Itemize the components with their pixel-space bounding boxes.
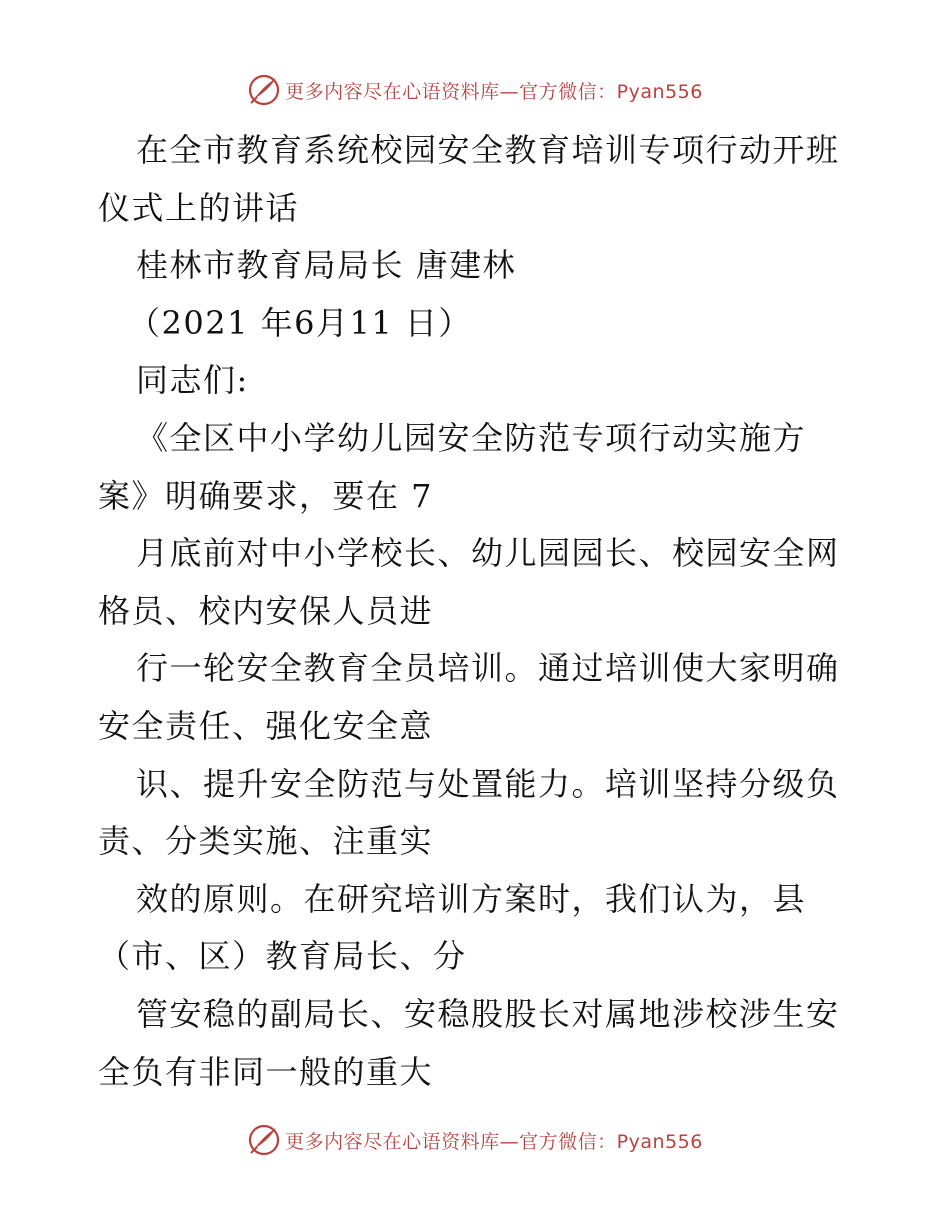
paragraph-line: （市、区）教育局长、分 <box>98 937 467 976</box>
paragraph-line: 效的原则。在研究培训方案时，我们认为，县 <box>136 879 807 918</box>
paragraph-line: 管安稳的副局长、安稳股股长对属地涉校涉生安 <box>136 994 840 1033</box>
quill-pen-circle-icon <box>247 1123 281 1157</box>
quill-pen-circle-icon <box>247 73 281 107</box>
paragraph-line: 行一轮安全教育全员培训。通过培训使大家明确 <box>136 649 840 688</box>
title-line-2: 仪式上的讲话 <box>98 188 300 227</box>
paragraph-line: 责、分类实施、注重实 <box>98 822 434 861</box>
speaker-line: 桂林市教育局局长 唐建林 <box>136 246 517 285</box>
paragraph-line: 全负有非同一般的重大 <box>98 1052 434 1091</box>
paragraph-line: 月底前对中小学校长、幼儿园园长、校园安全网 <box>136 534 840 573</box>
document-body <box>98 122 858 1101</box>
paragraph-line: 识、提升安全防范与处置能力。培训坚持分级负 <box>136 764 840 803</box>
paragraph-line: 格员、校内安保人员进 <box>98 591 434 630</box>
paragraph-line: 《全区中小学幼儿园安全防范专项行动实施方 <box>136 418 807 457</box>
watermark-banner-bottom <box>0 1120 950 1160</box>
paragraph-line: 案》明确要求，要在 7 <box>98 476 434 515</box>
title-line-1: 在全市教育系统校园安全教育培训专项行动开班 <box>136 131 840 169</box>
salutation-line: 同志们: <box>136 361 249 400</box>
watermark-text: 更多内容尽在心语资料库—官方微信：Pyan556 <box>285 1130 703 1153</box>
watermark-banner-top <box>0 70 950 110</box>
watermark-text: 更多内容尽在心语资料库—官方微信：Pyan556 <box>285 80 703 103</box>
paragraph-line: 安全责任、强化安全意 <box>98 706 434 745</box>
date-line: （2021 年6月11 日） <box>128 303 472 342</box>
